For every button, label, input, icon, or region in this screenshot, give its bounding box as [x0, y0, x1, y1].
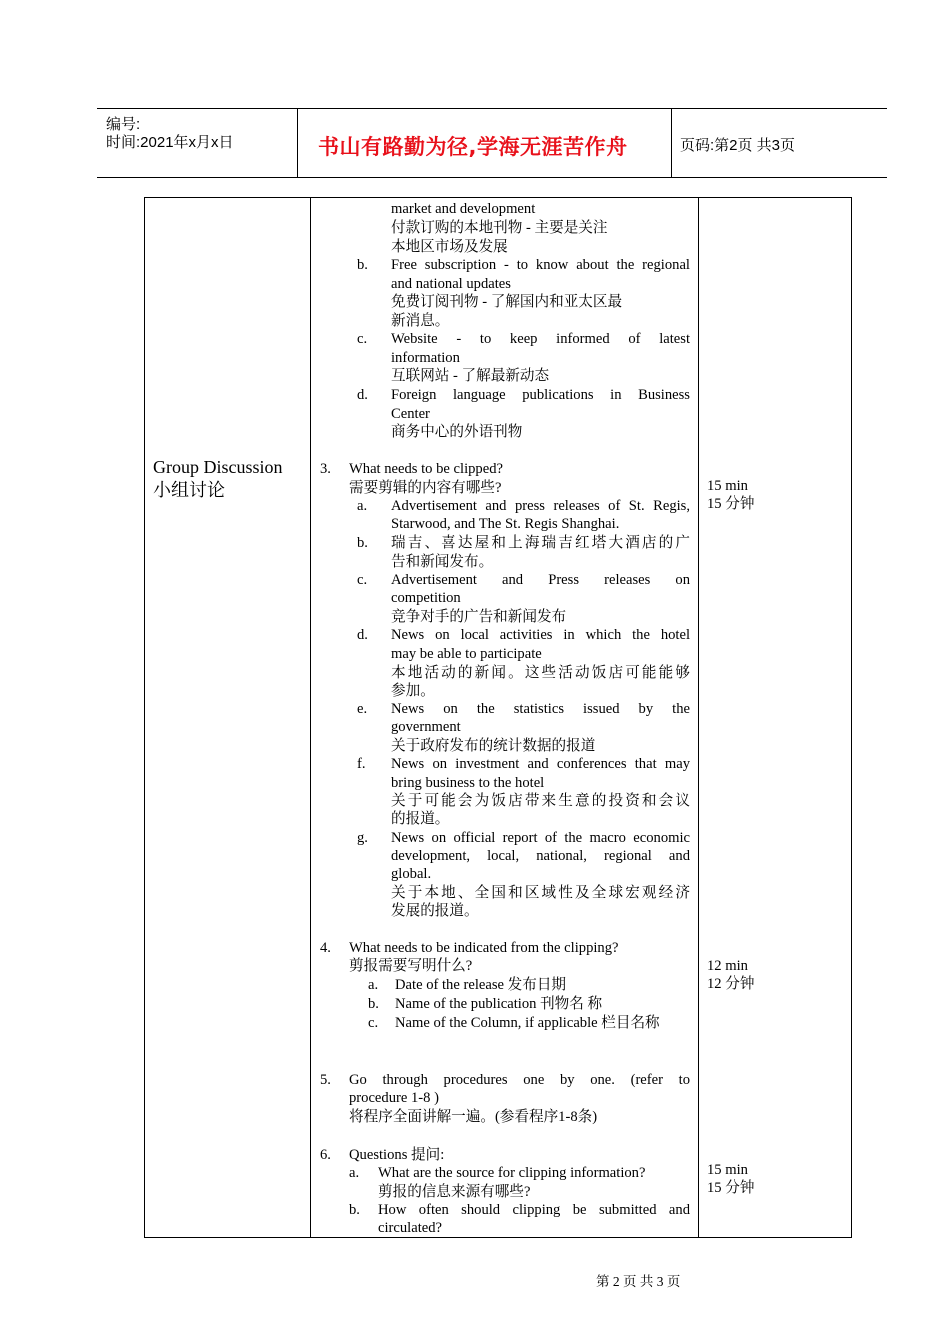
content-line: bring business to the hotel — [391, 775, 545, 791]
content-line: News on official report of the macro economic — [391, 830, 690, 846]
content-line: What are the source for clipping information? — [378, 1165, 646, 1181]
list-marker: 3. — [320, 461, 331, 477]
content-line: 告和新闻发布。 — [391, 554, 494, 570]
content-line: Date of the release 发布日期 — [395, 977, 567, 993]
list-marker: d. — [357, 387, 368, 403]
column-divider — [310, 198, 311, 1237]
list-marker: 5. — [320, 1072, 331, 1088]
activity-cell — [153, 456, 283, 502]
list-marker: a. — [349, 1165, 360, 1181]
content-line: 发展的报道。 — [391, 903, 479, 919]
content-line: 参加。 — [391, 683, 435, 699]
time-allotment — [707, 957, 754, 994]
list-marker: 6. — [320, 1147, 331, 1163]
time-cn: 12 分钟 — [707, 976, 755, 993]
content-line: information — [391, 350, 460, 366]
list-marker: b. — [357, 257, 368, 273]
content-line: 免费订阅刊物 - 了解国内和亚太区最 — [391, 294, 623, 310]
content-line: How often should clipping be submitted and — [378, 1202, 690, 1218]
content-line: What needs to be indicated from the clipping? — [349, 940, 619, 956]
content-line: may be able to participate — [391, 646, 542, 662]
content-line: 新消息。 — [391, 313, 450, 329]
content-line: Free subscription - to know about the regional — [391, 257, 690, 273]
content-line: 将程序全面讲解一遍。(参看程序1-8条) — [349, 1109, 598, 1125]
content-line: 关于政府发布的统计数据的报道 — [391, 738, 596, 754]
content-line: 商务中心的外语刊物 — [391, 424, 523, 440]
list-marker: b. — [349, 1202, 360, 1218]
content-line: Starwood, and The St. Regis Shanghai. — [391, 516, 620, 532]
content-line: Website - to keep informed of latest — [391, 331, 690, 347]
list-marker: f. — [357, 756, 366, 772]
content-line: Name of the publication 刊物名 称 — [395, 996, 603, 1012]
content-line: Foreign language publications in Business — [391, 387, 690, 403]
page-header — [97, 108, 887, 178]
content-line: 互联网站 - 了解最新动态 — [391, 368, 550, 384]
list-marker: c. — [357, 331, 368, 347]
content-line: News on investment and conferences that may — [391, 756, 690, 772]
content-line: 剪报需要写明什么? — [349, 958, 473, 974]
list-marker: d. — [357, 627, 368, 643]
content-line: 本地活动的新闻。这些活动饭店可能能够 — [391, 665, 690, 681]
content-line: procedure 1-8 ) — [349, 1090, 439, 1106]
page-footer: 第 2 页 共 3 页 — [596, 1274, 681, 1289]
document-number-label: 编号: — [106, 116, 141, 133]
content-line: 竞争对手的广告和新闻发布 — [391, 609, 567, 625]
header-page-label: 页码:第2页 共3页 — [680, 137, 796, 154]
content-line: Name of the Column, if applicable 栏目名称 — [395, 1015, 660, 1031]
time-allotment — [707, 477, 754, 514]
content-line: and national updates — [391, 276, 511, 292]
content-line: competition — [391, 590, 461, 606]
list-marker: a. — [368, 977, 379, 993]
list-marker: a. — [357, 498, 368, 514]
document-time-label: 时间:2021年x月x日 — [106, 134, 234, 151]
content-line: 需要剪辑的内容有哪些? — [349, 480, 502, 496]
list-marker: 4. — [320, 940, 331, 956]
content-line: government — [391, 719, 461, 735]
time-cn: 15 分钟 — [707, 1180, 755, 1197]
content-line: 的报道。 — [391, 811, 450, 827]
content-line: Center — [391, 406, 430, 422]
content-line: 关于可能会为饭店带来生意的投资和会议 — [391, 793, 690, 809]
time-en: 12 min — [707, 958, 748, 974]
time-allotment — [707, 1161, 754, 1198]
activity-title-cn: 小组讨论 — [153, 480, 225, 500]
list-marker: g. — [357, 830, 368, 846]
time-cn: 15 分钟 — [707, 496, 755, 513]
content-line: News on local activities in which the hotel — [391, 627, 690, 643]
activity-title-en: Group Discussion — [153, 457, 283, 477]
column-divider — [698, 198, 699, 1237]
header-motto: 书山有路勤为径,学海无涯苦作舟 — [318, 135, 628, 159]
content-line: circulated? — [378, 1220, 443, 1236]
content-line: development, local, national, regional and — [391, 848, 690, 864]
content-line: Questions 提问: — [349, 1147, 445, 1163]
list-marker: b. — [357, 535, 368, 551]
list-marker: global. — [391, 866, 432, 882]
lesson-plan-table — [144, 197, 852, 1238]
content-line: 瑞吉、喜达屋和上海瑞吉红塔大酒店的广 — [391, 535, 690, 551]
content-line: 剪报的信息来源有哪些? — [378, 1184, 531, 1200]
list-marker: c. — [368, 1015, 379, 1031]
content-line: 关于本地、全国和区域性及全球宏观经济 — [391, 885, 690, 901]
content-line: What needs to be clipped? — [349, 461, 503, 477]
content-line: market and development — [391, 201, 536, 217]
list-marker: c. — [357, 572, 368, 588]
content-line: 付款订购的本地刊物 - 主要是关注 — [391, 220, 608, 236]
time-en: 15 min — [707, 478, 748, 494]
list-marker: b. — [368, 996, 379, 1012]
content-line: 本地区市场及发展 — [391, 239, 508, 255]
time-en: 15 min — [707, 1162, 748, 1178]
header-motto-cell — [298, 109, 672, 177]
content-line: Advertisement and press releases of St. Regis, — [391, 498, 690, 514]
header-meta-cell — [97, 109, 298, 177]
content-line: Go through procedures one by one. (refer to — [349, 1072, 690, 1088]
content-line: News on the statistics issued by the — [391, 701, 690, 717]
list-marker: e. — [357, 701, 368, 717]
content-line: Advertisement and Press releases on — [391, 572, 690, 588]
